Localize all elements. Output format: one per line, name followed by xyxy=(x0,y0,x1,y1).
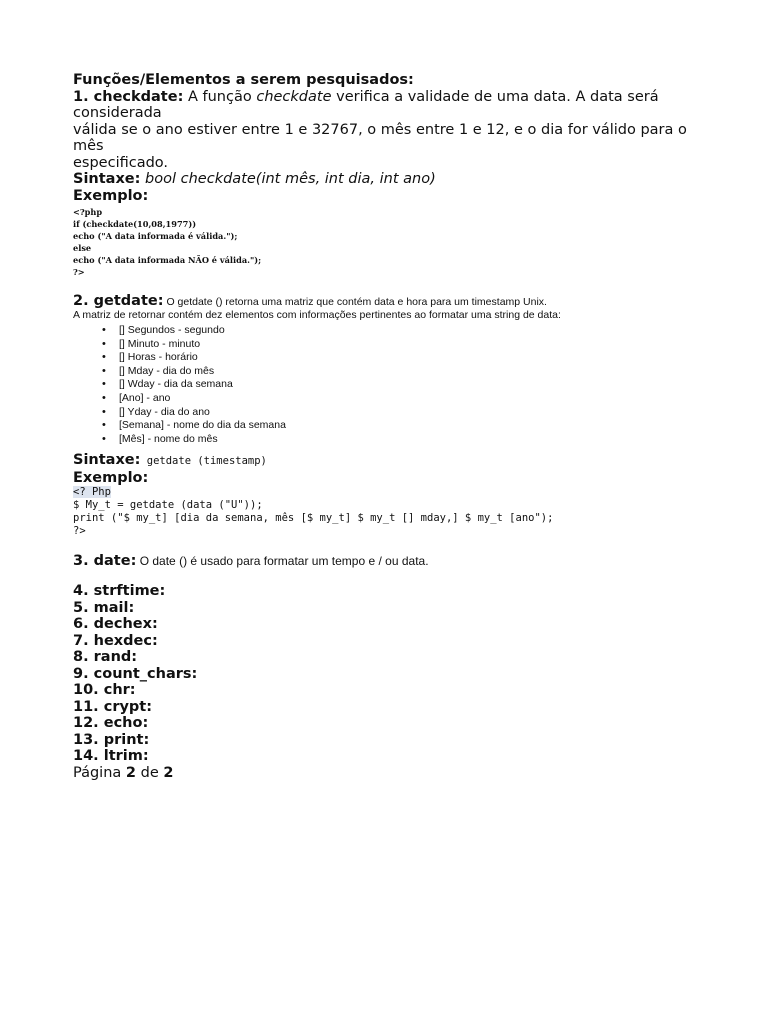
list-item: 6. dechex: xyxy=(73,616,158,633)
date-text: O date () é usado para formatar um tempo e / ou data. xyxy=(136,554,429,569)
code-line: ?> xyxy=(73,267,85,277)
list-item: • [] Wday - dia da semana xyxy=(119,378,713,392)
code-line: ?> xyxy=(73,525,86,538)
getdate-elements-list xyxy=(73,324,713,446)
list-item: • [] Segundos - segundo xyxy=(119,324,713,338)
footer-text: Página xyxy=(73,764,126,781)
list-item: 5. mail: xyxy=(73,599,135,616)
list-item: 14. ltrim: xyxy=(73,748,149,765)
section-heading: Funções/Elementos a serem pesquisados: xyxy=(73,72,414,88)
getdate-line-2: A matriz de retornar contém dez elementos com informações pertinentes ao formatar uma string de data: xyxy=(73,309,561,321)
code-line: $ My_t = getdate (data ("U")); xyxy=(73,499,263,512)
checkdate-line-3: válida se o ano estiver entre 1 e 32767, o mês entre 1 e 12, e o dia for válido para o xyxy=(73,121,687,138)
code-line: echo ("A data informada NÃO é válida."); xyxy=(73,255,262,265)
code-highlight: <? Php xyxy=(73,486,111,499)
checkdate-text-italic: checkdate xyxy=(256,88,332,105)
list-item: 11. crypt: xyxy=(73,698,153,715)
getdate-line-1 xyxy=(73,290,713,309)
checkdate-label: 1. checkdate: xyxy=(73,88,184,105)
list-item: 10. chr: xyxy=(73,682,136,699)
list-item: • [Mês] - nome do mês xyxy=(119,433,713,447)
getdate-text: O getdate () retorna uma matriz que contém data e hora para um timestamp Unix. xyxy=(163,296,547,308)
checkdate-example-label: Exemplo: xyxy=(73,187,149,204)
document-page xyxy=(73,72,713,781)
checkdate-code-block xyxy=(73,206,713,278)
checkdate-text-a: A função xyxy=(183,88,257,105)
current-page-number: 2 xyxy=(125,764,136,781)
date-label: 3. date: xyxy=(73,553,137,570)
syntax-label: Sintaxe: xyxy=(73,452,141,469)
list-item: • [] Minuto - minuto xyxy=(119,338,713,352)
checkdate-syntax xyxy=(73,171,713,188)
list-item: 4. strftime: xyxy=(73,583,166,600)
syntax-label: Sintaxe: xyxy=(73,171,141,187)
syntax-text: bool checkdate(int mês, int dia, int ano) xyxy=(140,171,436,187)
getdate-example-label: Exemplo: xyxy=(73,469,149,486)
page-footer xyxy=(73,765,713,782)
syntax-text: getdate (timestamp) xyxy=(140,455,267,468)
list-item: 7. hexdec: xyxy=(73,632,158,649)
list-item: 12. echo: xyxy=(73,715,149,732)
code-line xyxy=(73,486,713,499)
list-item: • [] Horas - horário xyxy=(119,351,713,365)
getdate-syntax xyxy=(73,452,713,470)
total-page-number: 2 xyxy=(163,764,174,781)
code-line: <?php xyxy=(73,207,103,217)
getdate-code-block xyxy=(73,486,713,538)
list-item: • [] Yday - dia do ano xyxy=(119,406,713,420)
date-line xyxy=(73,550,713,569)
checkdate-line-5: especificado. xyxy=(73,154,169,171)
checkdate-text-b: verifica a validade de uma data. A data será xyxy=(331,88,659,105)
list-item: • [Semana] - nome do dia da semana xyxy=(119,419,713,433)
code-line: if (checkdate(10,08,1977)) xyxy=(73,219,197,229)
checkdate-line-2: considerada xyxy=(73,105,162,121)
list-item: • [] Mday - dia do mês xyxy=(119,365,713,379)
footer-text: de xyxy=(136,764,164,781)
getdate-label: 2. getdate: xyxy=(73,293,164,309)
code-line: print ("$ my_t] [dia da semana, mês [$ my_t] $ my_t [] mday,] $ my_t [ano"); xyxy=(73,512,554,525)
checkdate-line-4: mês xyxy=(73,138,104,154)
list-item: • [Ano] - ano xyxy=(119,392,713,406)
list-item: 8. rand: xyxy=(73,649,138,666)
list-item: 13. print: xyxy=(73,731,150,748)
code-line: else xyxy=(73,243,92,253)
checkdate-line-1 xyxy=(73,89,713,106)
function-list xyxy=(73,583,713,765)
code-line: echo ("A data informada é válida."); xyxy=(73,231,238,241)
list-item: 9. count_chars: xyxy=(73,665,198,682)
